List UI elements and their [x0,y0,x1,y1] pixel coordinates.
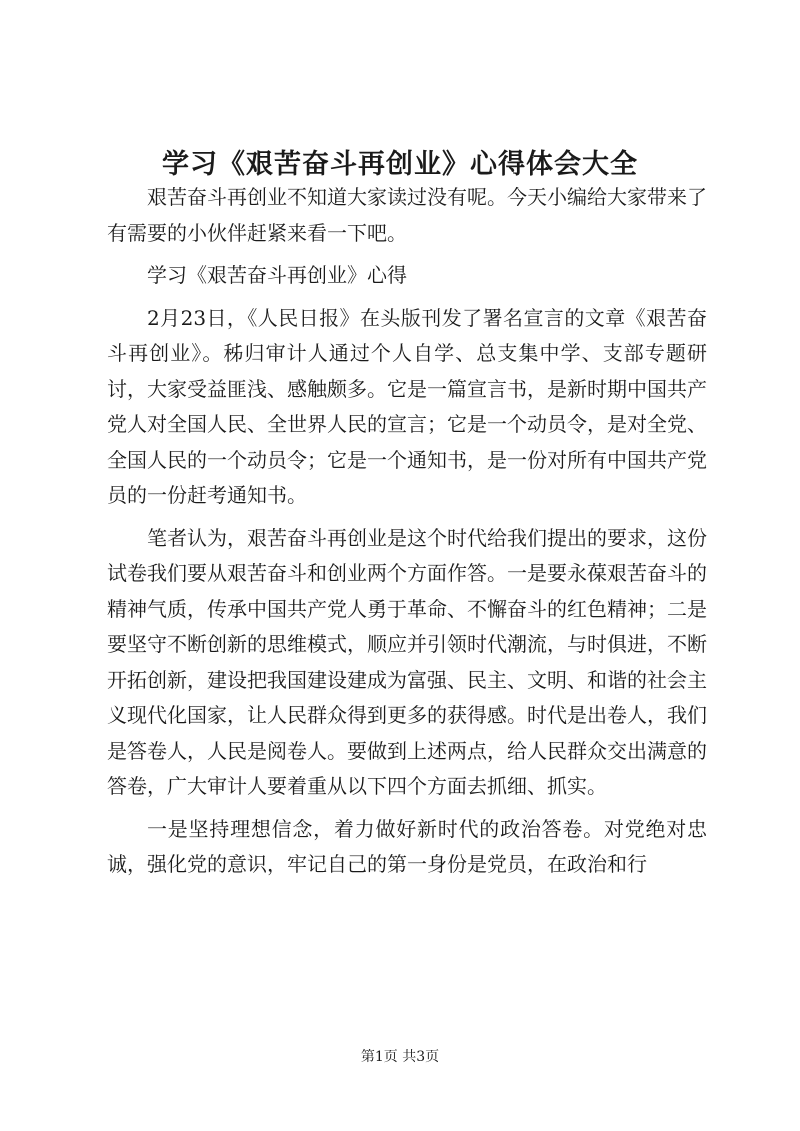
paragraph-3: 一是坚持理想信念，着力做好新时代的政治答卷。对党绝对忠诚，强化党的意识，牢记自己的第一身份是党员，在政治和行 [107,816,707,876]
paragraph-2: 笔者认为，艰苦奋斗再创业是这个时代给我们提出的要求，这份试卷我们要从艰苦奋斗和创业两个方面作答。一是要永葆艰苦奋斗的精神气质，传承中国共产党人勇于革命、不懈奋斗的红色精神；二是要坚守不断创新的思维模式，顺应并引领时代潮流，与时俱进，不断开拓创新，建设把我国建设建成为富强、民主、文明、和谐的社会主义现代化国家，让人民群众得到更多的获得感。时代是出卷人，我们是答卷人，人民是阅卷人。要做到上述两点，给人民群众交出满意的答卷，广大审计人要着重从以下四个方面去抓细、抓实。 [107,525,707,798]
document-body [107,180,707,883]
document-title: 学习《艰苦奋斗再创业》心得体会大全 [162,149,638,180]
page-footer: 第1页 共3页 [360,1049,440,1065]
paragraph-intro: 艰苦奋斗再创业不知道大家读过没有呢。今天小编给大家带来了有需要的小伙伴赶紧来看一下吧。 [107,185,707,245]
paragraph-1: 2月23日，《人民日报》在头版刊发了署名宣言的文章《艰苦奋斗再创业》。秭归审计人通过个人自学、总支集中学、支部专题研讨，大家受益匪浅、感触颇多。它是一篇宣言书，是新时期中国共产党人对全国人民、全世界人民的宣言；它是一个动员令，是对全党、全国人民的一个动员令；它是一个通知书，是一份对所有中国共产党员的一份赶考通知书。 [107,305,707,507]
paragraph-subtitle: 学习《艰苦奋斗再创业》心得 [147,263,407,287]
